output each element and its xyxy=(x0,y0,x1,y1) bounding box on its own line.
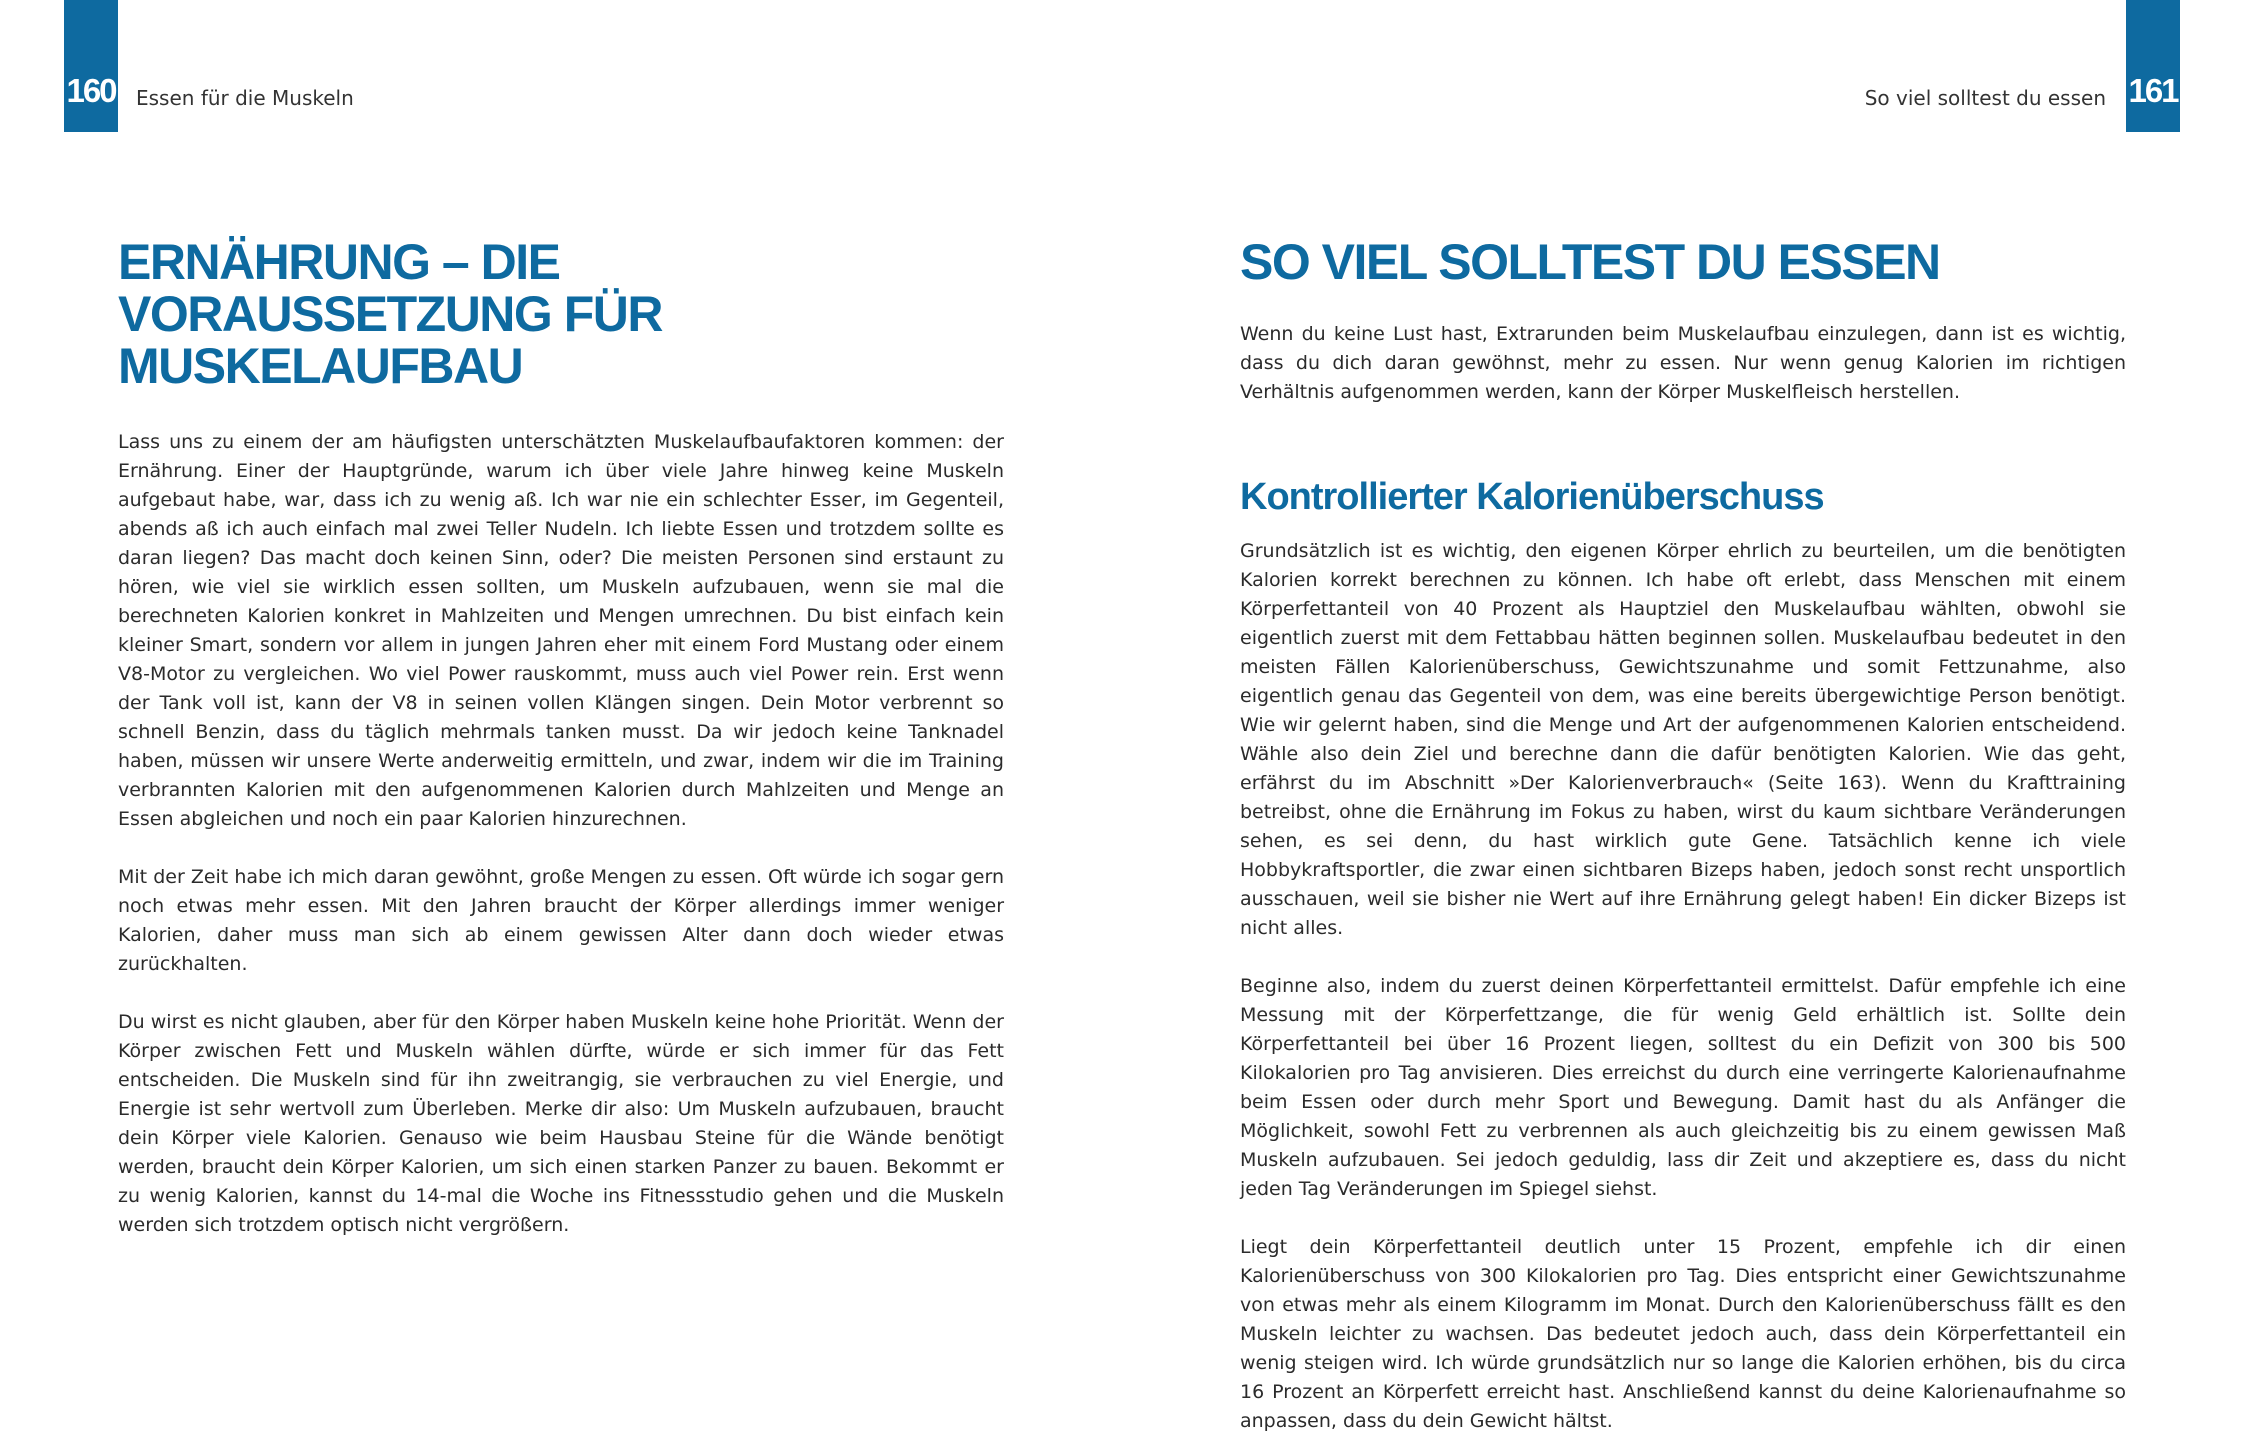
section-heading: Kontrollierter Kalorienüberschuss xyxy=(1240,476,1824,518)
left-paragraph-2: Mit der Zeit habe ich mich daran gewöhnt, große Mengen zu essen. Oft würde ich sogar gern noch etwas mehr essen. Mit den Jahren braucht der Körper allerdings immer weniger Kalorien, daher muss man sich ab einem gewissen Alter dann doch wieder etwas zurückhalten. xyxy=(118,866,1004,975)
right-page-content xyxy=(1240,236,2126,1436)
page-number-right xyxy=(2126,0,2180,132)
page-number-left xyxy=(64,0,118,132)
left-page-content xyxy=(118,236,1004,1240)
left-paragraph-3: Du wirst es nicht glauben, aber für den Körper haben Muskeln keine hohe Priorität. Wenn der Körper zwischen Fett und Muskeln wählen dürfte, würde er sich immer für das Fett entscheiden. Die Muskeln sind für ihn zweitrangig, sie verbrauchen zu viel Energie, und Energie ist sehr wertvoll zum Überleben. Merke dir also: Um Muskeln aufzubauen, braucht dein Körper viele Kalorien. Genauso wie beim Hausbau Steine für die Wände benötigt werden, braucht dein Körper Kalorien, um sich einen starken Panzer zu bauen. Bekommt er zu wenig Kalorien, kannst du 14-mal die Woche ins Fitnessstudio gehen und die Muskeln werden sich trotzdem optisch nicht vergrößern. xyxy=(118,1011,1004,1236)
right-paragraph-2: Beginne also, indem du zuerst deinen Körperfettanteil ermittelst. Dafür empfehle ich eine Messung mit der Körperfettzange, die für wenig Geld erhältlich ist. Sollte dein Körperfettanteil bei über 16 Prozent liegen, solltest du ein Defizit von 300 bis 500 Kilokalorien pro Tag anvisieren. Dies erreichst du durch eine verringerte Kalorienaufnahme beim Essen oder durch mehr Sport und Bewegung. Damit hast du als Anfänger die Möglichkeit, sowohl Fett zu verbrennen als auch gleichzeitig bis zu einem gewissen Maß Muskeln aufzubauen. Sei jedoch geduldig, lass dir Zeit und akzeptiere es, dass du nicht jeden Tag Veränderungen im Spiegel siehst. xyxy=(1240,975,2126,1200)
left-paragraph-1: Lass uns zu einem der am häufigsten unterschätzten Muskelaufbaufaktoren kommen: der Ernährung. Einer der Hauptgründe, warum ich über viele Jahre hinweg keine Muskeln aufgebaut habe, war, dass ich zu wenig aß. Ich war nie ein schlechter Esser, im Gegenteil, abends aß ich auch einfach mal zwei Teller Nudeln. Ich liebte Essen und trotzdem sollte es daran liegen? Das macht doch keinen Sinn, oder? Die meisten Personen sind erstaunt zu hören, wie viel sie wirklich essen sollten, um Muskeln aufzubauen, wenn sie mal die berechneten Kalorien konkret in Mahlzeiten und Mengen umrechnen. Du bist einfach kein kleiner Smart, sondern vor allem in jungen Jahren eher mit einem Ford Mustang oder einem V8-Motor zu vergleichen. Wo viel Power rauskommt, muss auch viel Power rein. Erst wenn der Tank voll ist, kann der V8 in seinen vollen Klängen singen. Dein Motor verbrennt so schnell Benzin, dass du täglich mehrmals tanken musst. Da wir jedoch keine Tanknadel haben, müssen wir unsere Werte anderweitig ermitteln, und zwar, indem wir die im Training verbrannten Kalorien mit den aufgenommenen Kalorien durch Mahlzeiten und Menge an Essen abgleichen und noch ein paar Kalorien hinzurechnen. xyxy=(118,431,1004,830)
page-number-right-text: 161 xyxy=(2128,72,2178,109)
right-paragraph-3: Liegt dein Körperfettanteil deutlich unter 15 Prozent, empfehle ich dir einen Kalorienüberschuss von 300 Kilokalorien pro Tag. Dies entspricht einer Gewichtszunahme von etwas mehr als einem Kilogramm im Monat. Durch den Kalorienüberschuss fällt es den Muskeln leichter zu wachsen. Das bedeutet jedoch auch, dass dein Körperfettanteil ein wenig steigen wird. Ich würde grundsätzlich nur so lange die Kalorien erhöhen, bis du circa 16 Prozent an Körperfett erreicht hast. Anschließend kannst du deine Kalorienaufnahme so anpassen, dass du dein Gewicht hältst. xyxy=(1240,1236,2126,1432)
right-intro-paragraph: Wenn du keine Lust hast, Extrarunden beim Muskelaufbau einzulegen, dann ist es wichtig, dass du dich daran gewöhnst, mehr zu essen. Nur wenn genug Kalorien im richtigen Verhältnis aufgenommen werden, kann der Körper Muskelfleisch herstellen. xyxy=(1240,323,2126,403)
left-page-title: ERNÄHRUNG – DIE VORAUSSETZUNG FÜR MUSKELAUFBAU xyxy=(118,234,662,394)
page-number-left-text: 160 xyxy=(66,72,116,109)
running-head-left: Essen für die Muskeln xyxy=(136,86,354,110)
running-head-right: So viel solltest du essen xyxy=(1864,86,2106,110)
right-paragraph-1: Grundsätzlich ist es wichtig, den eigenen Körper ehrlich zu beurteilen, um die benötigten Kalorien korrekt berechnen zu können. Ich habe oft erlebt, dass Menschen mit einem Körperfettanteil von 40 Prozent als Hauptziel den Muskelaufbau wählten, obwohl sie eigentlich zuerst mit dem Fettabbau hätten beginnen sollen. Muskelaufbau bedeutet in den meisten Fällen Kalorienüberschuss, Gewichtszunahme und somit Fettzunahme, also eigentlich genau das Gegenteil von dem, was eine bereits übergewichtige Person benötigt. Wie wir gelernt haben, sind die Menge und Art der aufgenommenen Kalorien entscheidend. Wähle also dein Ziel und berechne dann die dafür benötigten Kalorien. Wie das geht, erfährst du im Abschnitt »Der Kalorienverbrauch« (Seite 163). Wenn du Krafttraining betreibst, ohne die Ernährung im Fokus zu haben, wirst du kaum sichtbare Veränderungen sehen, es sei denn, du hast wirklich gute Gene. Tatsächlich kenne ich viele Hobbykraftsportler, die zwar einen sichtbaren Bizeps haben, jedoch sonst recht unsportlich ausschauen, weil sie bisher nie Wert auf ihre Ernährung gelegt haben! Ein dicker Bizeps ist nicht alles. xyxy=(1240,540,2126,939)
right-page-title: SO VIEL SOLLTEST DU ESSEN xyxy=(1240,234,1940,290)
section-body xyxy=(1240,537,2126,1436)
